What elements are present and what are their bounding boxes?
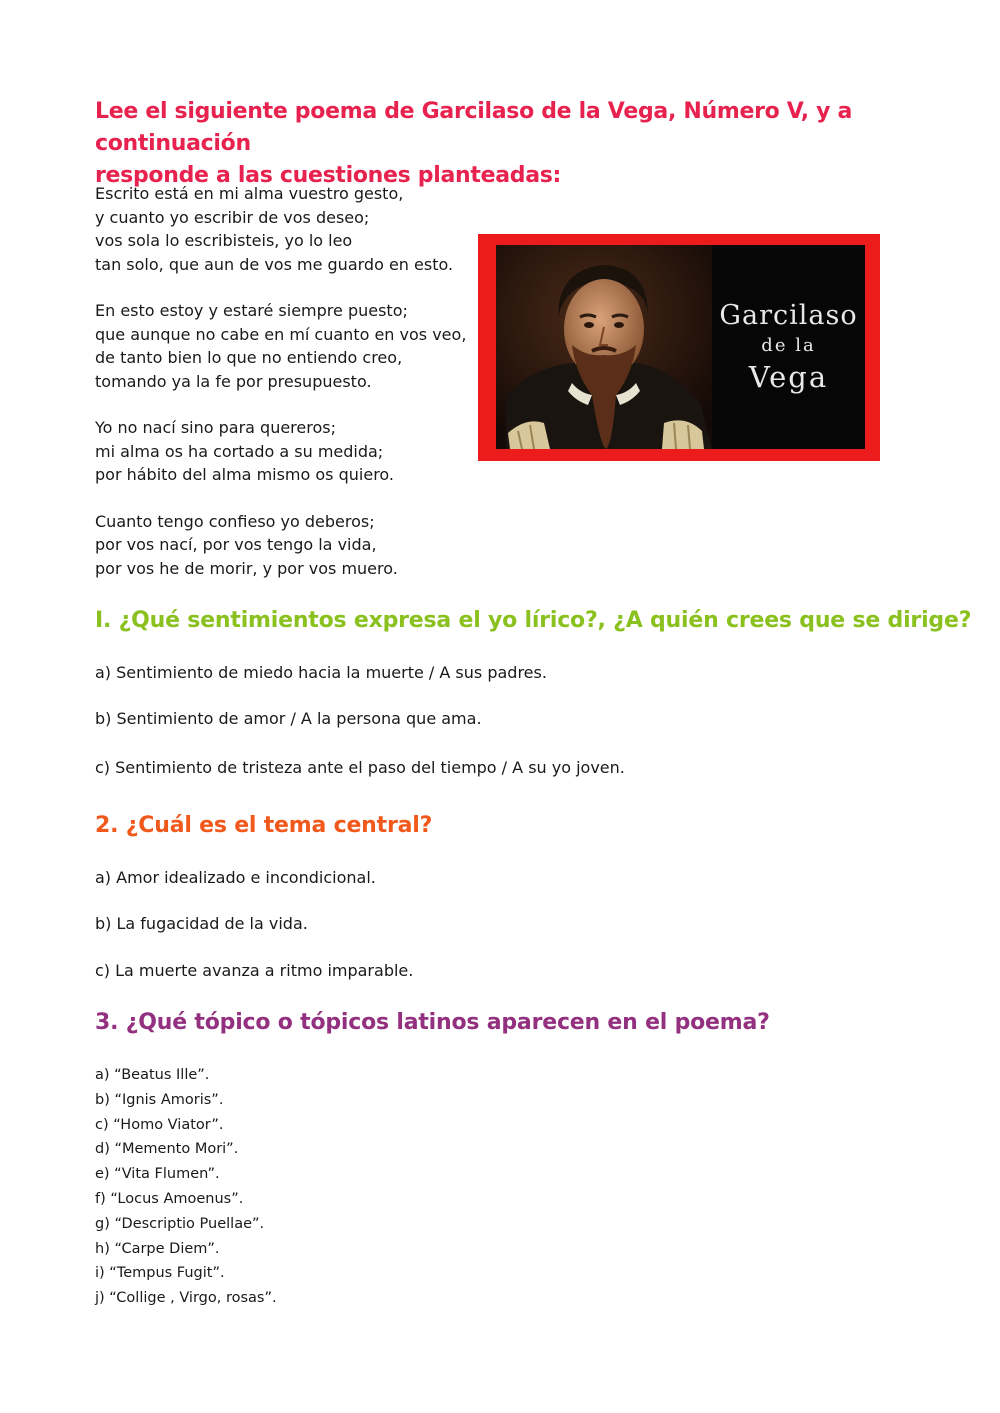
portrait-title-panel [712, 245, 865, 449]
poem-line: En esto estoy y estaré siempre puesto; [95, 301, 408, 320]
portrait-title-line-1: Garcilaso [719, 300, 858, 331]
question-1-title: I. ¿Qué sentimientos expresa el yo lírico?, ¿A quién crees que se dirige? [95, 608, 972, 633]
instructions-line-2: responde a las cuestiones planteadas: [95, 163, 562, 188]
poem-line: vos sola lo escribisteis, yo lo leo [95, 231, 353, 250]
poem-line: por vos nací, por vos tengo la vida, [95, 535, 377, 554]
poem-line: por hábito del alma mismo os quiero. [95, 465, 395, 484]
portrait-painting [496, 245, 712, 449]
question-3-option-j[interactable]: j) “Collige , Virgo, rosas”. [95, 1290, 277, 1307]
question-3-option-f[interactable]: f) “Locus Amoenus”. [95, 1190, 244, 1207]
poem-line: Escrito está en mi alma vuestro gesto, [95, 184, 404, 203]
question-3-option-c[interactable]: c) “Homo Viator”. [95, 1116, 224, 1133]
question-3-option-b[interactable]: b) “Ignis Amoris”. [95, 1091, 224, 1108]
question-2-option-c[interactable]: c) La muerte avanza a ritmo imparable. [95, 961, 414, 980]
question-3-option-i[interactable]: i) “Tempus Fugit”. [95, 1265, 225, 1282]
instructions-line-1: Lee el siguiente poema de Garcilaso de la Vega, Número V, y a continuación [95, 99, 853, 156]
question-3-option-e[interactable]: e) “Vita Flumen”. [95, 1166, 220, 1183]
poem-stanza-4 [95, 510, 475, 581]
question-3-title: 3. ¿Qué tópico o tópicos latinos aparecen en el poema? [95, 1010, 770, 1035]
question-3-option-a[interactable]: a) “Beatus Ille”. [95, 1067, 210, 1083]
poem-line: de tanto bien lo que no entiendo creo, [95, 348, 403, 367]
portrait-title-line-3: Vega [748, 360, 829, 394]
poem-line: tan solo, que aun de vos me guardo en esto. [95, 254, 454, 274]
poem [95, 182, 475, 603]
garcilaso-portrait-image [478, 234, 880, 461]
poem-stanza-3 [95, 416, 475, 487]
poem-line: tomando ya la fe por presupuesto. [95, 371, 372, 391]
instructions-heading [95, 96, 895, 192]
question-3-option-h[interactable]: h) “Carpe Diem”. [95, 1240, 220, 1257]
poem-line: que aunque no cabe en mí cuanto en vos veo, [95, 324, 467, 344]
question-1-option-c[interactable]: c) Sentimiento de tristeza ante el paso del tiempo / A su yo joven. [95, 758, 625, 777]
poem-stanza-2 [95, 299, 475, 393]
question-2-option-a[interactable]: a) Amor idealizado e incondicional. [95, 868, 376, 887]
poem-line: y cuanto yo escribir de vos deseo; [95, 207, 370, 227]
question-1-option-a[interactable]: a) Sentimiento de miedo hacia la muerte / A sus padres. [95, 663, 547, 682]
poem-stanza-1 [95, 182, 475, 276]
portrait-title-line-2: de la [761, 335, 816, 356]
question-1-option-b[interactable]: b) Sentimiento de amor / A la persona que ama. [95, 709, 482, 728]
poem-line: mi alma os ha cortado a su medida; [95, 441, 384, 461]
question-3-options [95, 1063, 277, 1311]
poem-line: Cuanto tengo confieso yo deberos; [95, 511, 375, 531]
question-2-option-b[interactable]: b) La fugacidad de la vida. [95, 914, 308, 933]
poem-line: por vos he de morir, y por vos muero. [95, 558, 398, 578]
poem-line: Yo no nací sino para quereros; [95, 418, 336, 437]
question-3-option-d[interactable]: d) “Memento Mori”. [95, 1141, 239, 1158]
question-3-option-g[interactable]: g) “Descriptio Puellae”. [95, 1215, 265, 1232]
question-2-title: 2. ¿Cuál es el tema central? [95, 813, 433, 838]
